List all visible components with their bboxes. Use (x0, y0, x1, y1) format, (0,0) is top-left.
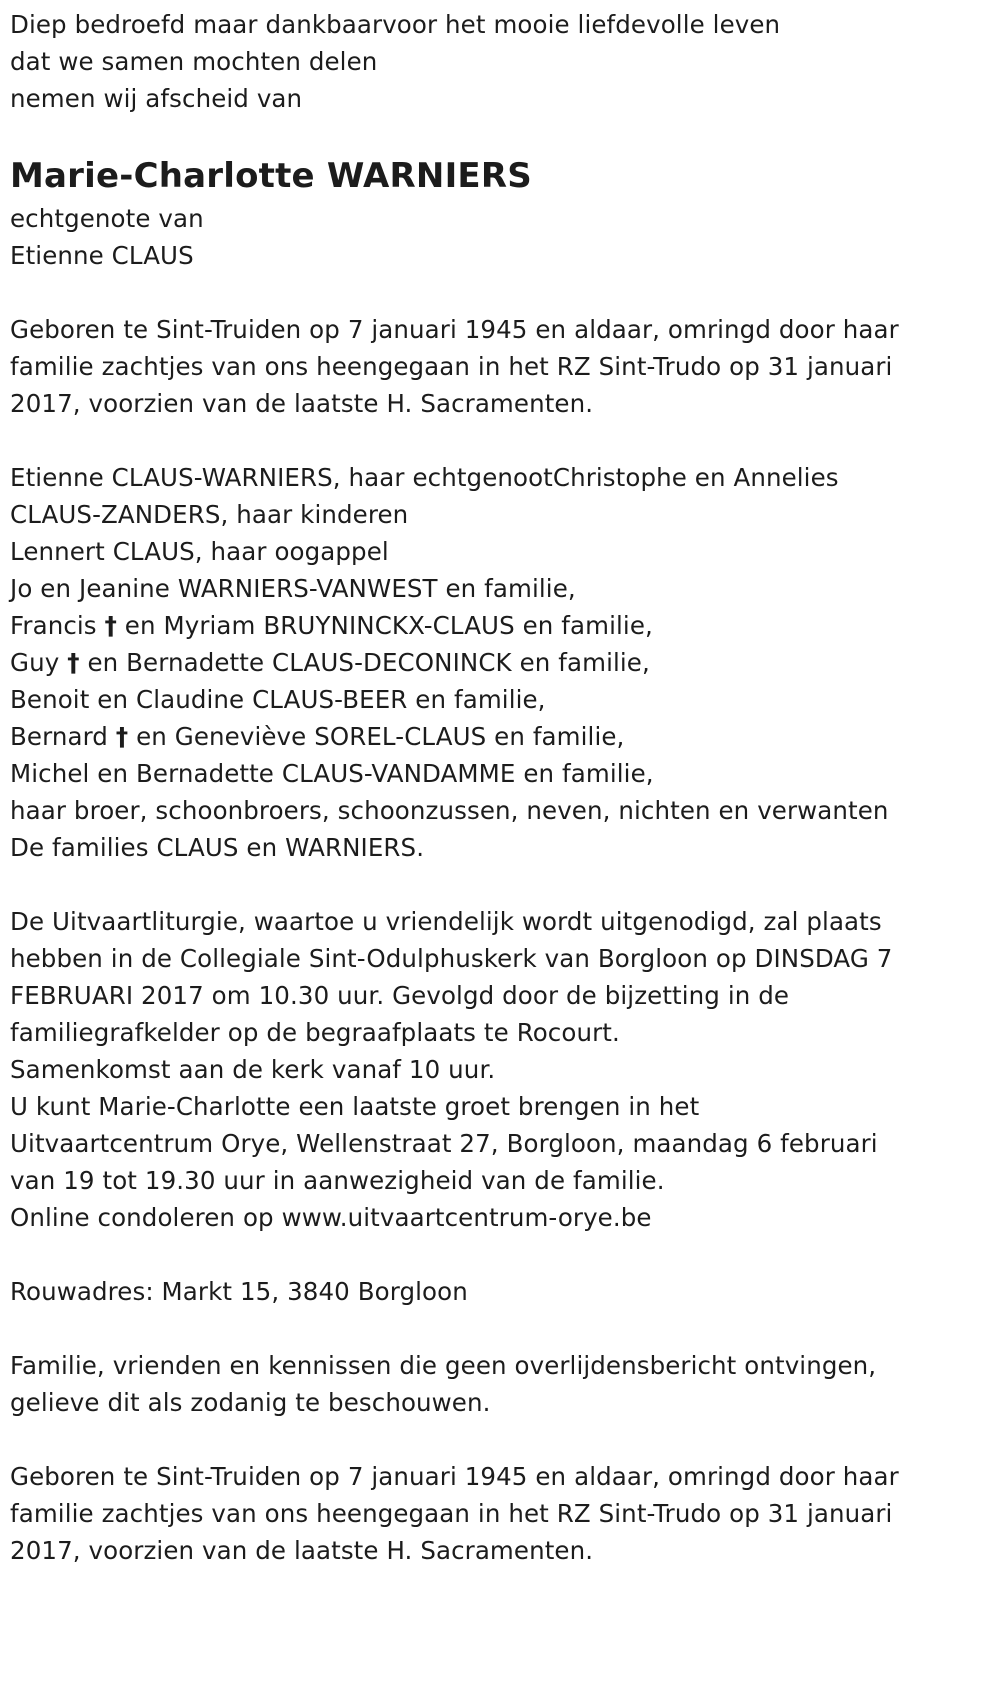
notice-line: Familie, vrienden en kennissen die geen overlijdensbericht ontvingen, (10, 1351, 877, 1380)
birth-death-line: familie zachtjes van ons heengegaan in het RZ Sint-Trudo op 31 januari (10, 352, 893, 381)
family-line: Lennert CLAUS, haar oogappel (10, 537, 389, 566)
birth-death-line: familie zachtjes van ons heengegaan in het RZ Sint-Trudo op 31 januari (10, 1499, 893, 1528)
spouse-section (10, 200, 990, 274)
spacer (10, 1421, 990, 1458)
family-section (10, 459, 990, 866)
family-line: De families CLAUS en WARNIERS. (10, 833, 425, 862)
family-member: en Bernadette CLAUS-DECONINCK en familie, (79, 648, 650, 677)
family-line (10, 607, 990, 644)
family-member: Guy (10, 648, 68, 677)
family-line: haar broer, schoonbroers, schoonzussen, neven, nichten en verwanten (10, 796, 889, 825)
birth-death-line: 2017, voorzien van de laatste H. Sacramenten. (10, 389, 594, 418)
funeral-line: van 19 tot 19.30 uur in aanwezigheid van de familie. (10, 1166, 665, 1195)
birth-death-section (10, 311, 990, 422)
family-member: Bernard (10, 722, 116, 751)
funeral-line: familiegrafkelder op de begraafplaats te Rocourt. (10, 1018, 620, 1047)
spacer (10, 1236, 990, 1273)
birth-death-line: Geboren te Sint-Truiden op 7 januari 1945 en aldaar, omringd door haar (10, 1462, 899, 1491)
family-line: Etienne CLAUS-WARNIERS, haar echtgenootChristophe en Annelies (10, 463, 839, 492)
mourning-address: Rouwadres: Markt 15, 3840 Borgloon (10, 1277, 468, 1306)
cross-icon: † (115, 722, 129, 751)
spacer (10, 422, 990, 459)
intro-section (10, 6, 990, 117)
family-line: Benoit en Claudine CLAUS-BEER en familie, (10, 685, 546, 714)
funeral-line: Samenkomst aan de kerk vanaf 10 uur. (10, 1055, 496, 1084)
birth-death-section-repeat (10, 1458, 990, 1569)
cross-icon: † (104, 611, 117, 640)
funeral-line: De Uitvaartliturgie, waartoe u vriendelijk wordt uitgenodigd, zal plaats (10, 907, 882, 936)
family-member: Francis (10, 611, 105, 640)
birth-death-line: 2017, voorzien van de laatste H. Sacramenten. (10, 1536, 594, 1565)
spacer (10, 866, 990, 903)
spouse-line: Etienne CLAUS (10, 241, 194, 270)
cross-icon: † (67, 648, 80, 677)
funeral-line: Uitvaartcentrum Orye, Wellenstraat 27, Borgloon, maandag 6 februari (10, 1129, 878, 1158)
birth-death-line: Geboren te Sint-Truiden op 7 januari 1945 en aldaar, omringd door haar (10, 315, 899, 344)
deceased-name: Marie-Charlotte WARNIERS (10, 156, 532, 196)
family-line: Michel en Bernadette CLAUS-VANDAMME en familie, (10, 759, 654, 788)
family-line: CLAUS-ZANDERS, haar kinderen (10, 500, 409, 529)
intro-line: nemen wij afscheid van (10, 84, 303, 113)
notice-line: gelieve dit als zodanig te beschouwen. (10, 1388, 491, 1417)
intro-line: dat we samen mochten delen (10, 47, 378, 76)
notice-section (10, 1347, 990, 1421)
funeral-line: FEBRUARI 2017 om 10.30 uur. Gevolgd door de bijzetting in de (10, 981, 790, 1010)
family-member: en Geneviève SOREL-CLAUS en familie, (128, 722, 625, 751)
intro-line: Diep bedroefd maar dankbaarvoor het mooie liefdevolle leven (10, 10, 781, 39)
funeral-section (10, 903, 990, 1236)
spacer (10, 274, 990, 311)
family-line (10, 718, 990, 755)
family-member: en Myriam BRUYNINCKX-CLAUS en familie, (116, 611, 653, 640)
family-line (10, 644, 990, 681)
family-line: Jo en Jeanine WARNIERS-VANWEST en familie, (10, 574, 576, 603)
spacer (10, 1310, 990, 1347)
spouse-line: echtgenote van (10, 204, 204, 233)
condolence-line: Online condoleren op www.uitvaartcentrum-orye.be (10, 1203, 652, 1232)
funeral-line: U kunt Marie-Charlotte een laatste groet brengen in het (10, 1092, 700, 1121)
funeral-line: hebben in de Collegiale Sint-Odulphuskerk van Borgloon op DINSDAG 7 (10, 944, 893, 973)
